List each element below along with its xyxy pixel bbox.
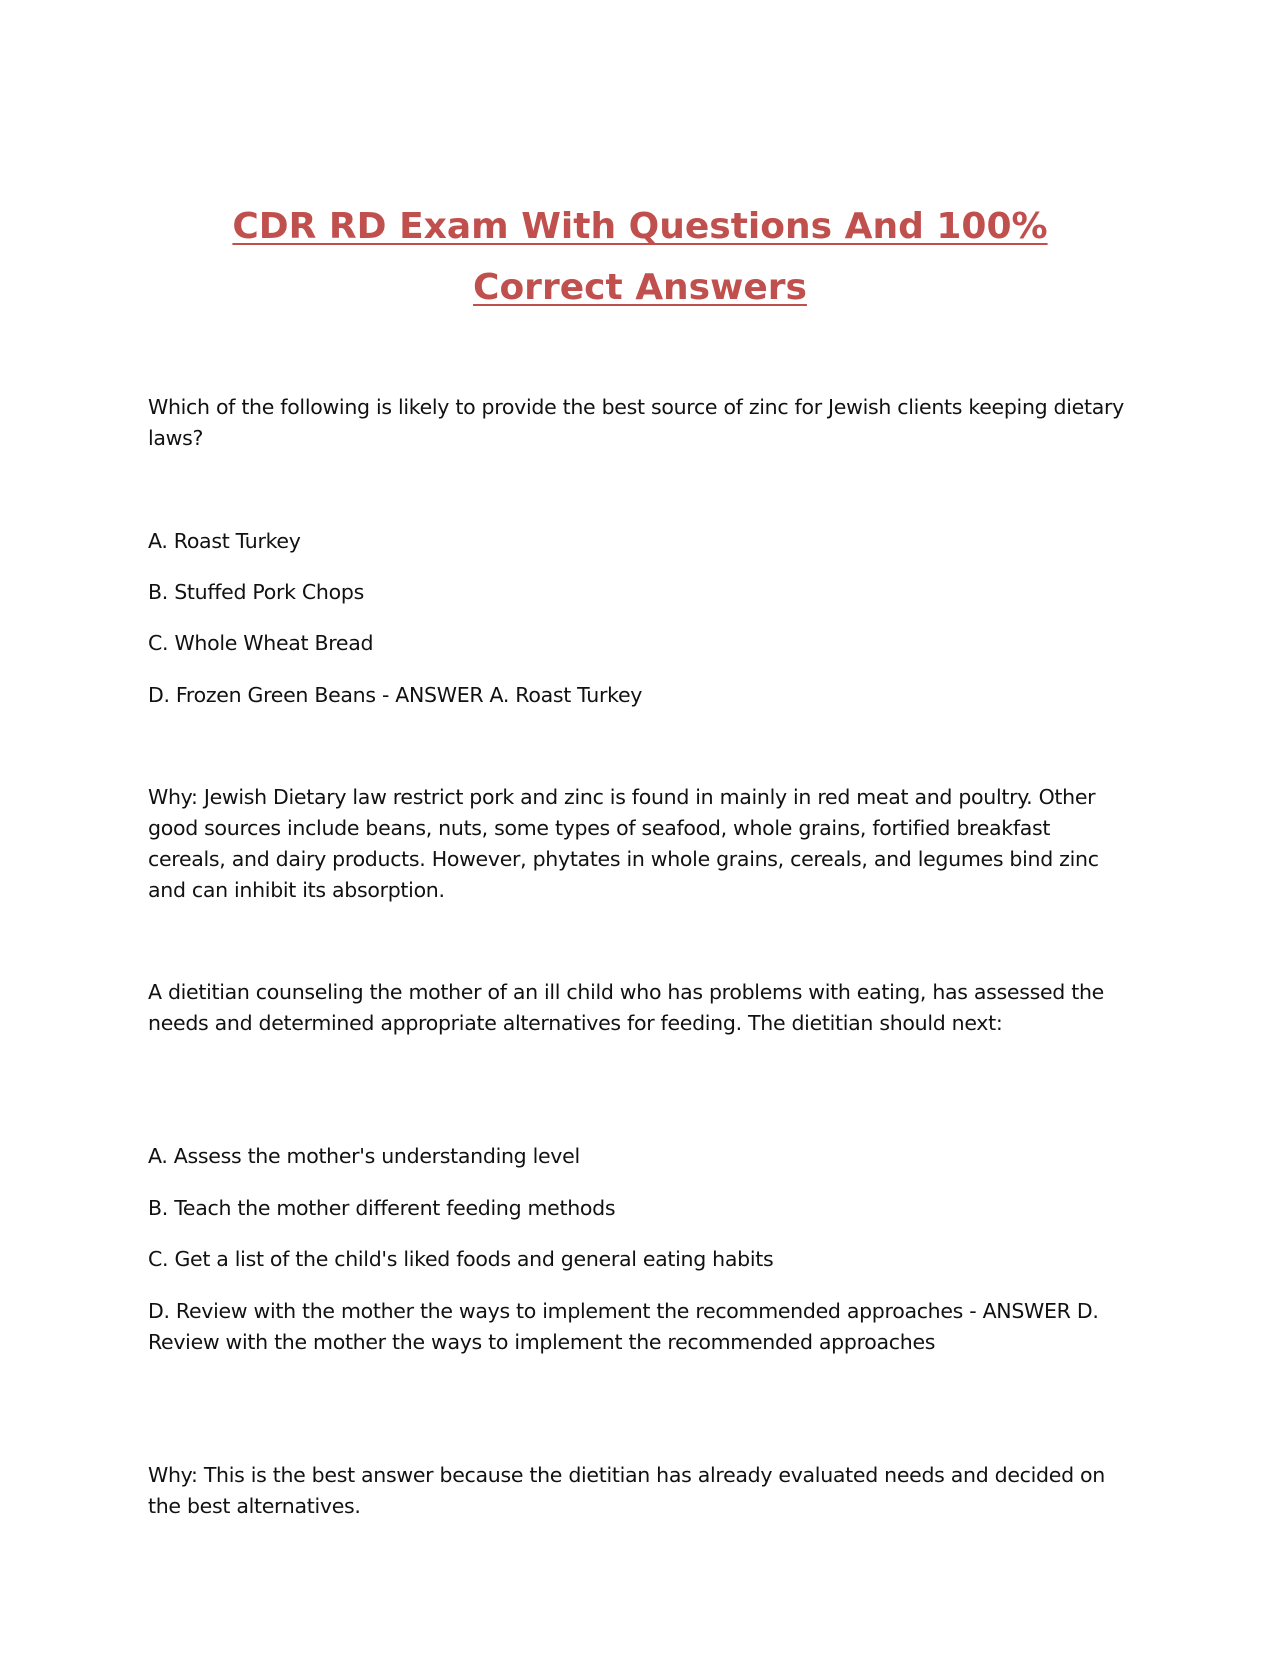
question-1-explanation: Why: Jewish Dietary law restrict pork and zinc is found in mainly in red meat and poultry. Other good sources include beans, nuts, some types of seafood, whole grains, fortified breakfast cereals, and dairy products. However, phytates in whole grains, cereals, and legumes bind zinc and can inhibit its absorption. (148, 785, 1099, 902)
title-line-2: Correct Answers (473, 267, 807, 308)
question-2-option-b: B. Teach the mother different feeding methods (148, 1196, 616, 1220)
question-2-explanation: Why: This is the best answer because the dietitian has already evaluated needs and decided on the best alternatives. (148, 1463, 1105, 1518)
question-1-option-c: C. Whole Wheat Bread (148, 631, 374, 655)
document-title (150, 196, 1130, 318)
question-2-option-a: A. Assess the mother's understanding level (148, 1144, 580, 1168)
question-1-text: Which of the following is likely to provide the best source of zinc for Jewish clients keeping dietary laws? (148, 395, 1124, 450)
question-1-option-b: B. Stuffed Pork Chops (148, 580, 364, 604)
question-2-text: A dietitian counseling the mother of an ill child who has problems with eating, has assessed the needs and determined appropriate alternatives for feeding. The dietitian should next: (148, 980, 1104, 1035)
question-1-option-d-answer: D. Frozen Green Beans - ANSWER A. Roast Turkey (148, 683, 643, 707)
question-1-option-a: A. Roast Turkey (148, 529, 301, 553)
title-line-1: CDR RD Exam With Questions And 100% (232, 206, 1048, 247)
question-2-option-c: C. Get a list of the child's liked foods and general eating habits (148, 1247, 774, 1271)
question-2-option-d-answer: D. Review with the mother the ways to implement the recommended approaches - ANSWER D. Review with the mother the ways to implement the recommended approaches (148, 1299, 1099, 1354)
